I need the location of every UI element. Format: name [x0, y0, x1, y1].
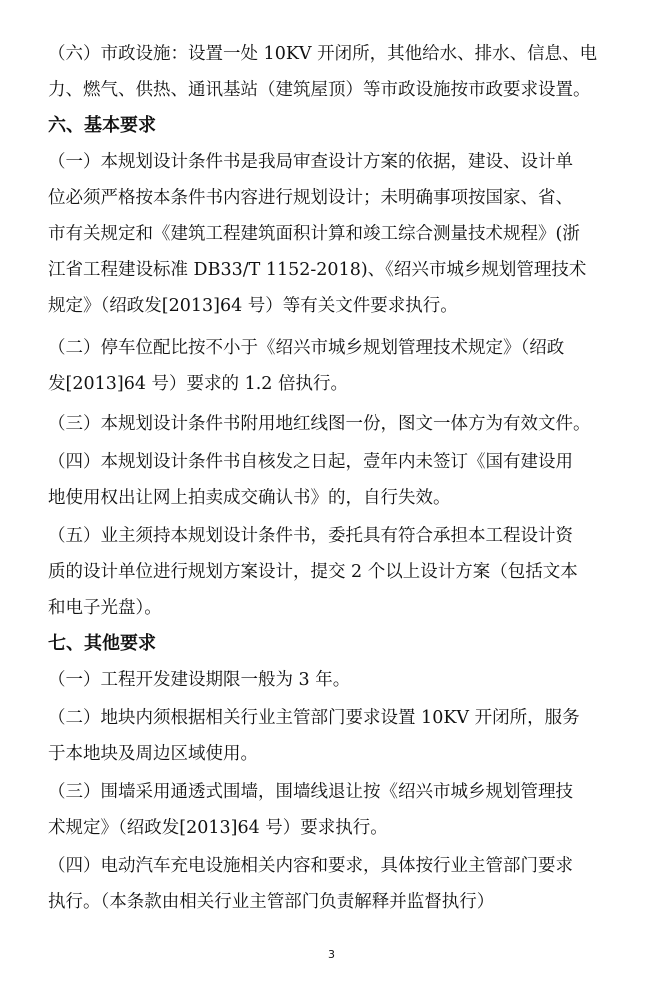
text-line: 执行。（本条款由相关行业主管部门负责解释并监督执行） — [48, 892, 495, 912]
text-line: （一）工程开发建设期限一般为 3 年。 — [48, 670, 351, 690]
page-number: 3 — [328, 948, 335, 961]
section-heading-other-requirements: 七、其他要求 — [48, 633, 156, 654]
text-line: 市有关规定和《建筑工程建筑面积计算和竣工综合测量技术规程》(浙 — [48, 224, 580, 244]
text-line: （四）本规划设计条件书自核发之日起，壹年内未签订《国有建设用 — [48, 452, 573, 472]
text-line: 术规定》（绍政发[2013]64 号）要求执行。 — [48, 818, 388, 838]
text-line: 位必须严格按本条件书内容进行规划设计；未明确事项按国家、省、 — [48, 188, 573, 208]
text-line: 地使用权出让网上拍卖成交确认书》的，自行失效。 — [48, 488, 451, 508]
text-line: （三）围墙采用通透式围墙，围墙线退让按《绍兴市城乡规划管理技 — [48, 782, 573, 802]
text-line: （五）业主须持本规划设计条件书，委托具有符合承担本工程设计资 — [48, 526, 573, 546]
text-line: 规定》（绍政发[2013]64 号）等有关文件要求执行。 — [48, 296, 458, 316]
text-line: 力、燃气、供热、通讯基站（建筑屋顶）等市政设施按市政要求设置。 — [48, 80, 591, 100]
text-line: （二）地块内须根据相关行业主管部门要求设置 10KV 开闭所，服务 — [48, 708, 580, 728]
text-line: （二）停车位配比按不小于《绍兴市城乡规划管理技术规定》（绍政 — [48, 338, 565, 358]
text-line: （三）本规划设计条件书附用地红线图一份，图文一体方为有效文件。 — [48, 414, 591, 434]
text-line: 和电子光盘）。 — [48, 598, 162, 618]
text-line: （四）电动汽车充电设施相关内容和要求，具体按行业主管部门要求 — [48, 856, 573, 876]
text-line: 江省工程建设标准 DB33/T 1152-2018)、《绍兴市城乡规划管理技术 — [48, 260, 587, 280]
section-heading-basic-requirements: 六、基本要求 — [48, 115, 156, 136]
text-line: （六）市政设施：设置一处 10KV 开闭所，其他给水、排水、信息、电 — [48, 44, 598, 64]
text-line: 质的设计单位进行规划方案设计，提交 2 个以上设计方案（包括文本 — [48, 562, 578, 582]
text-line: （一）本规划设计条件书是我局审查设计方案的依据，建设、设计单 — [48, 152, 573, 172]
text-line: 发[2013]64 号）要求的 1.2 倍执行。 — [48, 374, 348, 394]
text-line: 于本地块及周边区域使用。 — [48, 744, 258, 764]
